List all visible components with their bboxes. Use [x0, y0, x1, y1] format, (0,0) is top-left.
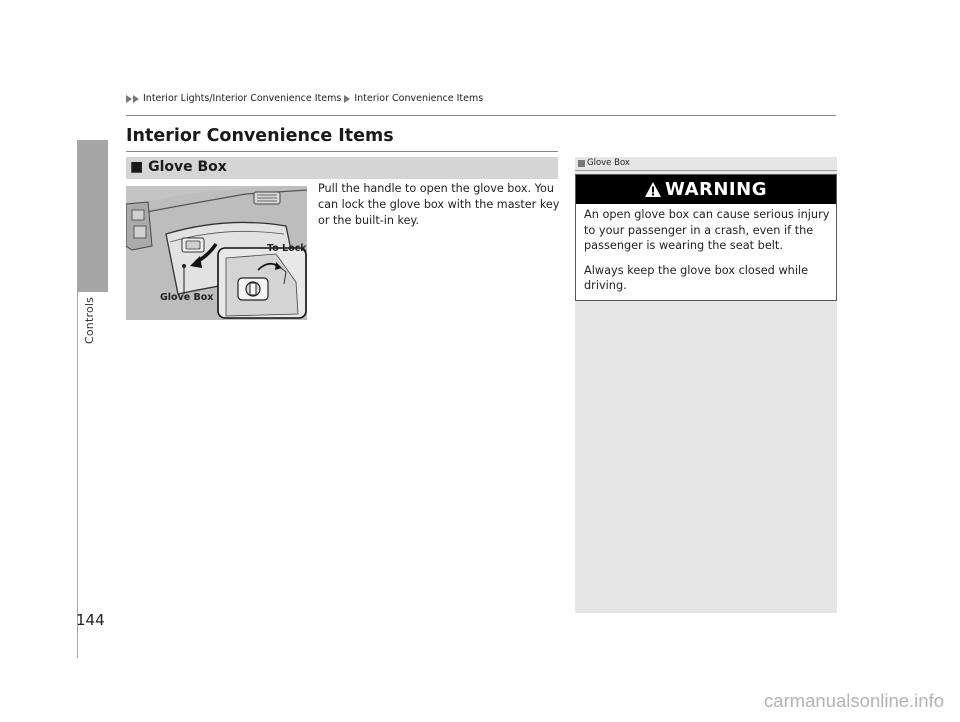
breadcrumb-arrow-icon	[344, 95, 350, 103]
warning-text	[584, 207, 832, 303]
sidebar-heading	[578, 158, 630, 168]
reference-icon	[578, 160, 585, 167]
breadcrumb-item[interactable]: Interior Convenience Items	[354, 93, 484, 104]
body-paragraph: Pull the handle to open the glove box. You can lock the glove box with the master key or the built-in key.	[318, 182, 560, 227]
sidebar-heading-text: Glove Box	[587, 158, 630, 168]
breadcrumb	[126, 93, 483, 104]
side-tab-line	[77, 292, 78, 658]
page-number: 144	[76, 611, 105, 629]
to-lock-callout: To Lock	[267, 243, 307, 254]
glove-box-callout: Glove Box	[160, 292, 214, 303]
warning-box	[575, 174, 837, 301]
breadcrumb-arrow-icon	[133, 95, 139, 103]
subheading: ■ Glove Box	[130, 159, 227, 175]
title-rule	[126, 151, 558, 152]
breadcrumb-item[interactable]: Interior Lights/Interior Convenience Items	[143, 93, 342, 104]
breadcrumb-arrow-icon	[126, 95, 132, 103]
warning-title: WARNING	[665, 179, 767, 200]
warning-paragraph: An open glove box can cause serious injury to your passenger in a crash, even if the passenger is wearing the seat belt.	[584, 208, 830, 252]
warning-header	[576, 175, 836, 204]
header-rule	[126, 115, 836, 116]
side-tab-block	[77, 140, 108, 292]
watermark: carmanualsonline.info	[764, 690, 944, 711]
side-tab-label: Controls	[83, 296, 96, 344]
page-title: Interior Convenience Items	[126, 126, 394, 146]
warning-triangle-icon	[645, 182, 661, 197]
sidebar-rule	[575, 170, 837, 171]
warning-paragraph: Always keep the glove box closed while driving.	[584, 263, 809, 292]
glove-box-illustration	[126, 186, 307, 320]
